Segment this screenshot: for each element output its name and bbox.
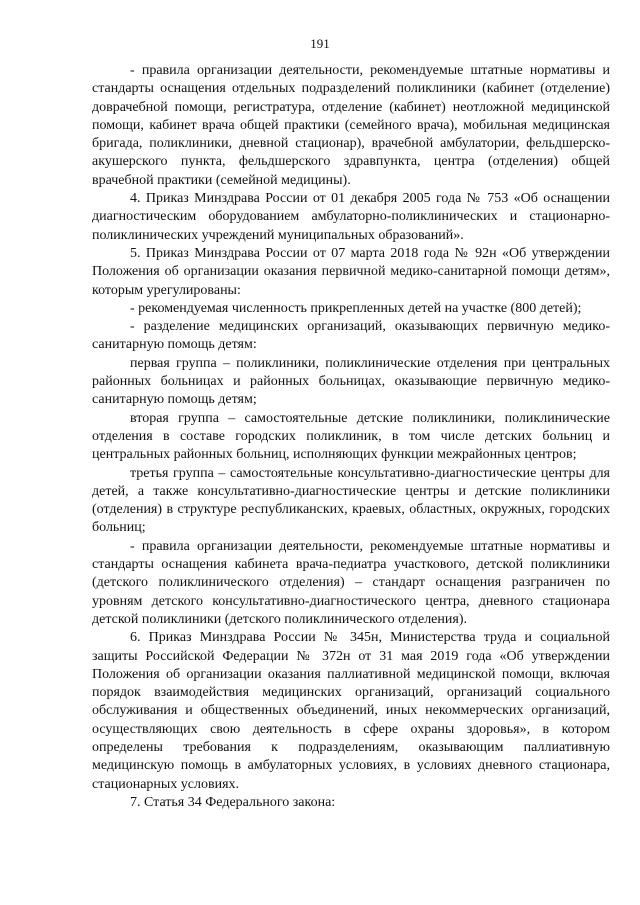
paragraph: 4. Приказ Минздрава России от 01 декабря 2005 года № 753 «Об оснащении диагностическим оборудованием амбулаторно-поликлинических и стационарно-поликлинических учреждений муниципальных образований». xyxy=(92,191,610,243)
paragraph: вторая группа – самостоятельные детские поликлиники, поликлинические отделения в составе городских поликлиник, в том числе детских больниц и центральных районных больниц, исполняющих функции межрайонных центров; xyxy=(92,410,610,463)
paragraph: - правила организации деятельности, рекомендуемые штатные нормативы и стандарты оснащения отдельных подразделений поликлиники (кабинет (отделение) доврачебной помощи, регистратура, отделение (кабинет) неотложной медицинской помощи, кабинет врача общей практики (семейного врача), мобильная медицинская бригада, поликлиники, дневной стационар), врачебной амбулатории, фельдшерско-акушерского пункта, фельдшерского здравпункта, центра (отделения) общей врачебной практики (семейной медицины). xyxy=(92,63,610,188)
paragraph: третья группа – самостоятельные консультативно-диагностические центры для детей, а также консультативно-диагностические центры и детские поликлиники (отделения) в структуре республиканских, краевых, областных, окружных, городских больниц; xyxy=(92,465,610,536)
page-number: 191 xyxy=(310,36,330,51)
paragraph: первая группа – поликлиники, поликлинические отделения при центральных районных больницах и районных больницах, оказывающие первичную медико-санитарную помощь детям; xyxy=(92,355,610,408)
paragraph: 5. Приказ Минздрава России от 07 марта 2018 года № 92н «Об утверждении Положения об организации оказания первичной медико-санитарной помощи детям», которым урегулированы: xyxy=(92,245,610,298)
paragraph: 6. Приказ Минздрава России № 345н, Министерства труда и социальной защиты Российской Федерации № 372н от 31 мая 2019 года «Об утверждении Положения об организации оказания паллиативной медицинской помощи, включая порядок взаимодействия медицинских организаций, организаций социального обслуживания и общественных объединений, иных некоммерческих организаций, осуществляющих свою деятельность в сфере охраны здоровья», в котором определены требования к подразделениям, оказывающим паллиативную медицинскую помощь в амбулаторных условиях, в условиях дневного стационара, стационарных условиях. xyxy=(92,630,610,792)
paragraph: 7. Статья 34 Федерального закона: xyxy=(130,794,336,810)
paragraph: - разделение медицинских организаций, оказывающих первичную медико-санитарную помощь детям: xyxy=(92,319,610,353)
paragraph: - рекомендуемая численность прикрепленных детей на участке (800 детей); xyxy=(130,300,582,316)
document-body xyxy=(92,62,610,812)
paragraph: - правила организации деятельности, рекомендуемые штатные нормативы и стандарты оснащения кабинета врача-педиатра участкового, детской поликлиники (детского поликлинического отделения) – стандарт оснащения разграничен по уровням детского консультативно-диагностического центра, дневного стационара детской поликлиники (детского поликлинического отделения). xyxy=(92,538,610,627)
